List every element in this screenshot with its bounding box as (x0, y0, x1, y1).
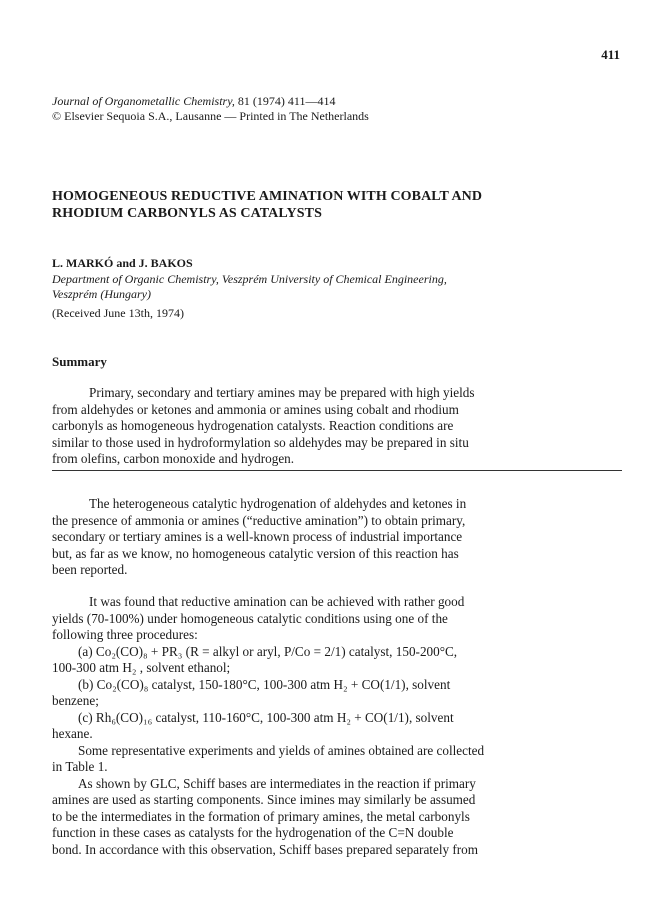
procedure-a: (a) Co₂(CO)₈ + PR₃ (R = alkyl or aryl, P/Co = 2/1) catalyst, 150-200°C, (78, 643, 458, 659)
received-date: (Received June 13th, 1974) (52, 306, 184, 320)
summary-line: carbonyls as homogeneous hydrogenation catalysts. Reaction conditions are (52, 418, 454, 433)
body-line: It was found that reductive amination can be achieved with rather good (89, 594, 465, 609)
body-line: yields (70-100%) under homogeneous catalytic conditions using one of the (52, 610, 448, 626)
body-line: amines are used as starting components. Since imines may similarly be assumed (52, 792, 476, 807)
procedure-b: (b) Co₂(CO)₈ catalyst, 150-180°C, 100-300 atm H₂ + CO(1/1), solvent (78, 676, 451, 692)
page-number: 411 (601, 47, 620, 62)
body-line: secondary or tertiary amines is a well-known process of industrial importance (52, 529, 463, 544)
body-line: to be the intermediates in the formation of primary amines, the metal carbonyls (52, 808, 470, 824)
summary-line: from olefins, carbon monoxide and hydrogen. (52, 451, 295, 466)
body-line: The heterogeneous catalytic hydrogenation of aldehydes and ketones in (89, 496, 467, 511)
body-line: in Table 1. (52, 759, 108, 774)
procedure-b-cont: benzene; (52, 693, 99, 708)
summary-line: Primary, secondary and tertiary amines may be prepared with high yields (89, 385, 475, 400)
procedure-a-cont: 100-300 atm H₂ , solvent ethanol; (52, 660, 231, 675)
body-line: following three procedures: (52, 627, 198, 642)
authors: L. MARKÓ and J. BAKOS (52, 256, 193, 270)
procedure-c: (c) Rh₆(CO)₁₆ catalyst, 110-160°C, 100-300 atm H₂ + CO(1/1), solvent (78, 709, 454, 725)
body-line: the presence of ammonia or amines (“reductive amination”) to obtain primary, (52, 512, 466, 528)
summary-line: similar to those used in hydroformylation so aldehydes may be prepared in situ (52, 434, 469, 450)
summary-line: from aldehydes or ketones and ammonia or amines using cobalt and rhodium (52, 401, 459, 417)
summary-divider (52, 470, 622, 471)
affiliation-line-1: Department of Organic Chemistry, Veszprém University of Chemical Engineering, (52, 272, 447, 286)
journal-name: Journal of Organometallic Chemistry, (52, 94, 235, 108)
body-line: As shown by GLC, Schiff bases are intermediates in the reaction if primary (78, 775, 476, 791)
title-line-1: HOMOGENEOUS REDUCTIVE AMINATION WITH COBALT AND (52, 189, 483, 204)
summary-paragraph (52, 385, 622, 468)
body-line: function in these cases as catalysts for the hydrogenation of the C=N double (52, 825, 454, 840)
body-paragraph-2 (52, 594, 622, 858)
journal-header (52, 94, 369, 124)
affiliation-line-2: Veszprém (Hungary) (52, 287, 151, 301)
body-paragraph-1 (52, 496, 622, 579)
body-line: been reported. (52, 562, 128, 577)
procedure-c-cont: hexane. (52, 726, 93, 741)
article-title (52, 188, 620, 222)
body-line: but, as far as we know, no homogeneous catalytic version of this reaction has (52, 545, 459, 561)
copyright-line: © Elsevier Sequoia S.A., Lausanne — Printed in The Netherlands (52, 109, 369, 123)
affiliation (52, 272, 447, 302)
body-line: bond. In accordance with this observation, Schiff bases prepared separately from (52, 841, 479, 857)
journal-citation (52, 94, 369, 109)
journal-volume: 81 (1974) 411—414 (234, 94, 336, 108)
title-line-2: RHODIUM CARBONYLS AS CATALYSTS (52, 206, 322, 221)
body-line: Some representative experiments and yields of amines obtained are collected (78, 742, 485, 758)
summary-heading: Summary (52, 354, 107, 369)
